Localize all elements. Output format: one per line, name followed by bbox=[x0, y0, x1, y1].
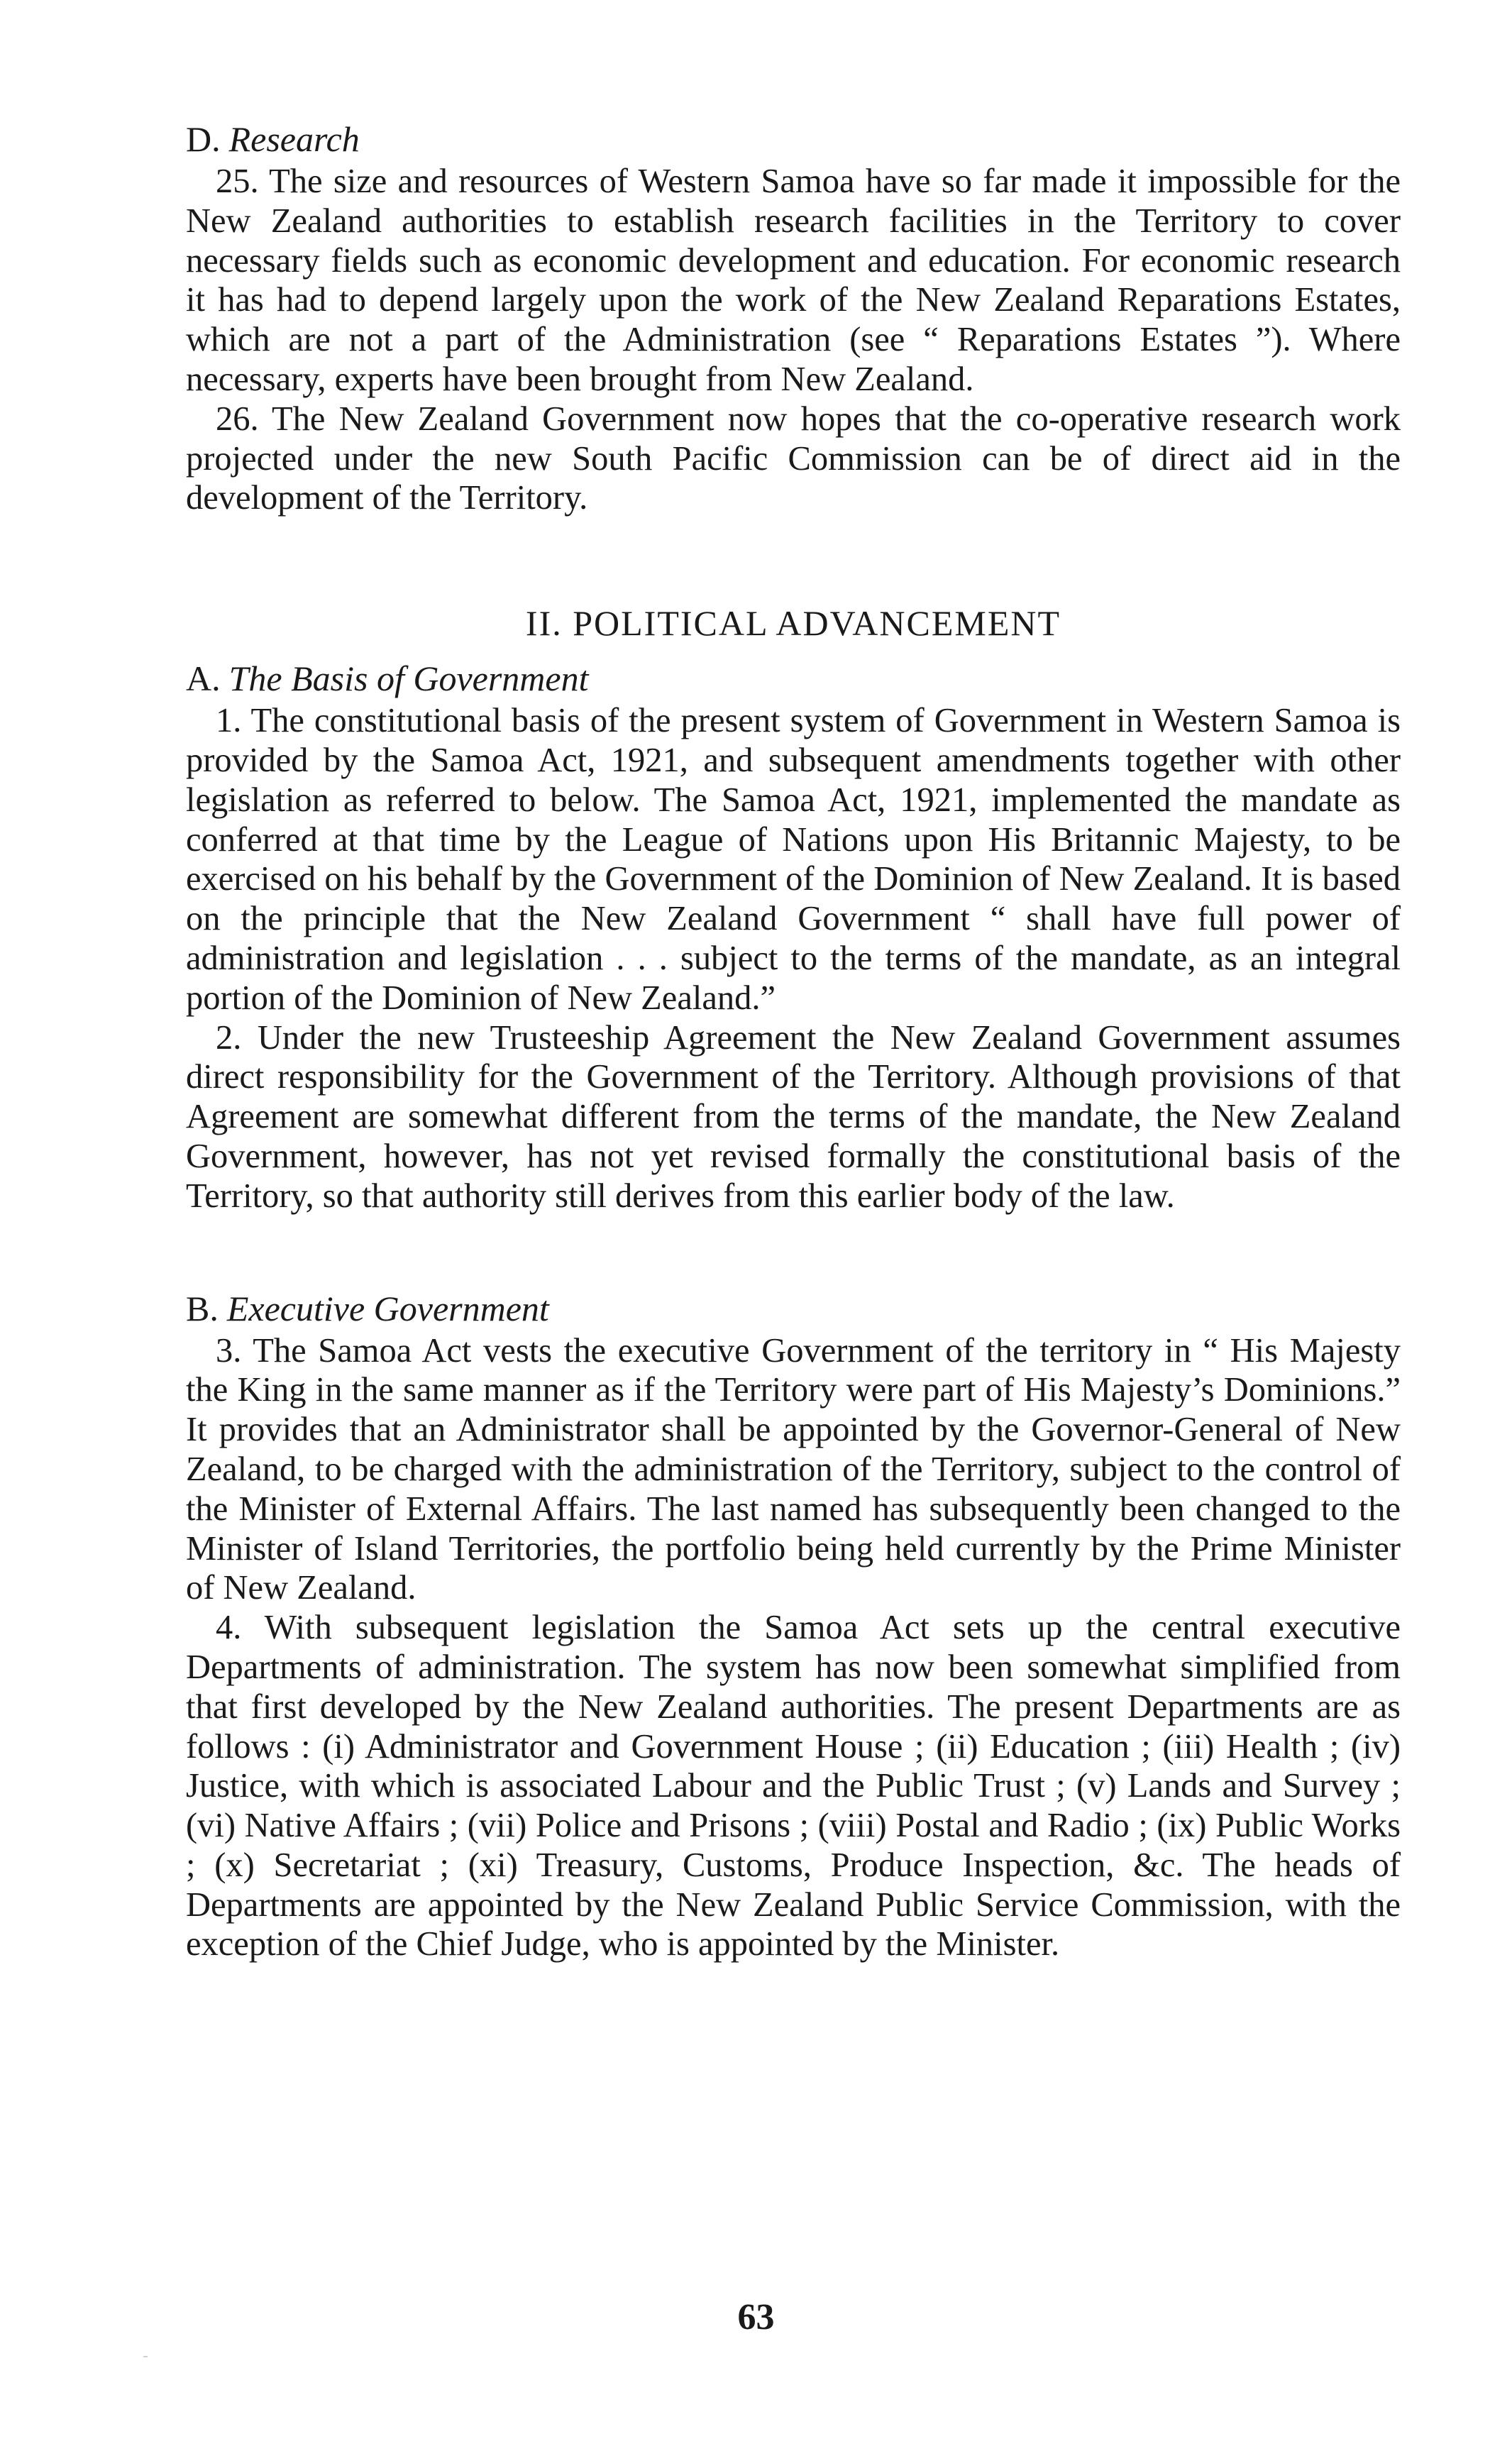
section-title: The Basis of Government bbox=[228, 659, 589, 699]
paragraph-4: 4. With subsequent legislation the Samoa Act sets up the central executive Departments of administration. The system has now been somewhat simplified from that first developed by the New Zealand authorities. The present Departments are as follows : (i) Administrator and Government House ; (ii) Education ; (iii) Health ; (iv) Justice, with which is associated Labour and the Public Trust ; (v) Lands and Survey ; (vi) Native Affairs ; (vii) Police and Prisons ; (viii) Postal and Radio ; (ix) Public Works ; (x) Secretariat ; (xi) Treasury, Customs, Produce Inspection, &c. The heads of Departments are appointed by the New Zealand Public Service Commission, with the exception of the Chief Judge, who is appointed by the Minister. bbox=[186, 1609, 1401, 1963]
section-spacer bbox=[186, 1216, 1401, 1289]
section-letter: D. bbox=[186, 119, 221, 159]
part-title: II. POLITICAL ADVANCEMENT bbox=[525, 603, 1061, 644]
paragraph-26: 26. The New Zealand Government now hopes that the co-operative research work projected under the new South Pacific Commission can be of direct aid in the development of the Territory. bbox=[186, 400, 1401, 517]
page-number: 63 bbox=[737, 2297, 775, 2337]
document-page bbox=[186, 119, 1401, 1964]
paragraph-25: 25. The size and resources of Western Samoa have so far made it impossible for the New Zealand authorities to establish research facilities in the Territory to cover necessary fields such as economic development and education. For economic research it has had to depend largely upon the work of the New Zealand Reparations Estates, which are not a part of the Administration (see “ Reparations Estates ”). Where necessary, experts have been brought from New Zealand. bbox=[186, 163, 1401, 398]
section-title: Research bbox=[228, 119, 360, 159]
paragraph-1: 1. The constitutional basis of the present system of Government in Western Samoa is provided by the Samoa Act, 1921, and subsequent amendments together with other legislation as referred to below. The Samoa Act, 1921, implemented the mandate as conferred at that time by the League of Nations upon His Britannic Majesty, to be exercised on his behalf by the Government of the Dominion of New Zealand. It is based on the principle that the New Zealand Government “ shall have full power of administration and legislation . . . subject to the terms of the mandate, as an integral portion of the Dominion of New Zealand.” bbox=[186, 702, 1401, 1017]
section-heading-executive bbox=[186, 1289, 1401, 1328]
section-title: Executive Government bbox=[226, 1288, 549, 1328]
section-letter: B. bbox=[186, 1288, 219, 1328]
section-letter: A. bbox=[186, 659, 221, 699]
section-heading-research bbox=[186, 119, 1401, 159]
paragraph-3: 3. The Samoa Act vests the executive Government of the territory in “ His Majesty the King in the same manner as if the Territory were part of His Majesty’s Dominions.” It provides that an Administrator shall be appointed by the Governor-General of New Zealand, to be charged with the administration of the Territory, subject to the control of the Minister of External Affairs. The last named has subsequently been changed to the Minister of Island Territories, the portfolio being held currently by the Prime Minister of New Zealand. bbox=[186, 1331, 1401, 1607]
section-heading-basis bbox=[186, 659, 1401, 698]
scan-speck bbox=[143, 2356, 148, 2357]
paragraph-2: 2. Under the new Trusteeship Agreement the New Zealand Government assumes direct responsibility for the Government of the Territory. Although provisions of that Agreement are somewhat different from the terms of the mandate, the New Zealand Government, however, has not yet revised formally the constitutional basis of the Territory, so that authority still derives from this earlier body of the law. bbox=[186, 1018, 1401, 1215]
